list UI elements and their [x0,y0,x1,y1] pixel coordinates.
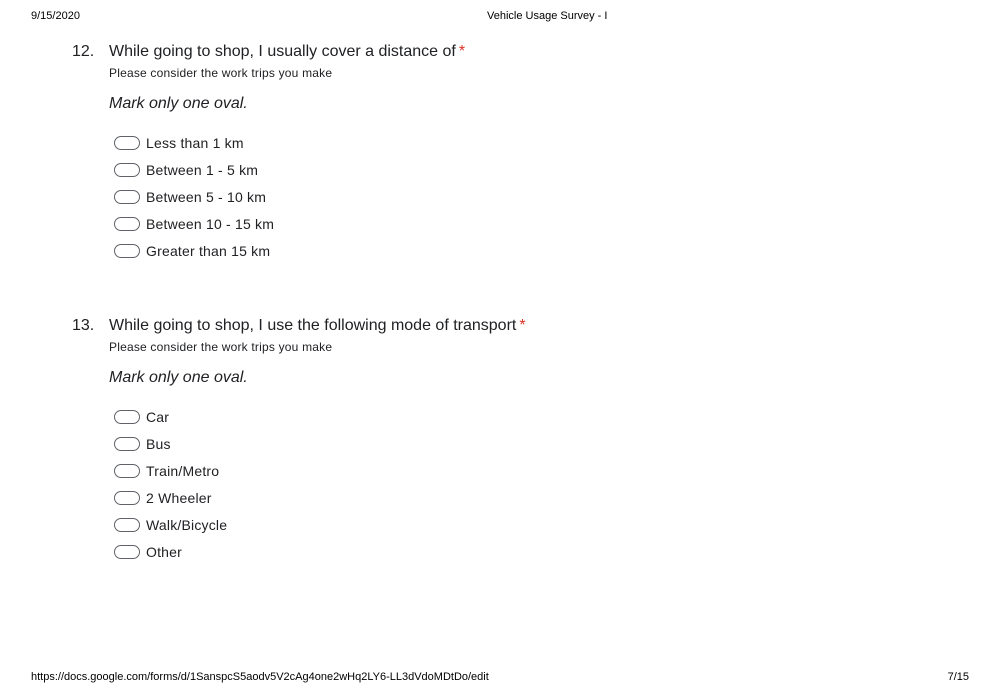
option-label: Greater than 15 km [146,242,271,259]
oval-radio-icon[interactable] [114,518,140,532]
question-title [109,317,526,335]
question-number: 12. [72,43,95,60]
option-less-than-1-km[interactable] [114,129,274,156]
print-header-title: Vehicle Usage Survey - I [487,10,608,22]
option-label: Car [146,408,170,425]
oval-radio-icon[interactable] [114,244,140,258]
oval-radio-icon[interactable] [114,136,140,150]
print-footer-url: https://docs.google.com/forms/d/1SanspcS5aodv5V2cAg4one2wHq2LY6-LL3dVdoMDtDo/edit [31,671,489,683]
question-title-text: While going to shop, I use the following mode of transport [109,317,517,334]
question-number: 13. [72,317,95,334]
option-between-10-15-km[interactable] [114,210,274,237]
option-walk-bicycle[interactable] [114,511,227,538]
oval-radio-icon[interactable] [114,545,140,559]
oval-radio-icon[interactable] [114,217,140,231]
required-asterisk: * [519,317,526,334]
option-greater-than-15-km[interactable] [114,237,274,264]
options-list [114,129,274,264]
option-label: Other [146,543,183,560]
option-label: Train/Metro [146,462,220,479]
option-train-metro[interactable] [114,457,227,484]
option-between-5-10-km[interactable] [114,183,274,210]
option-label: Between 10 - 15 km [146,215,275,232]
required-asterisk: * [458,43,466,60]
option-car[interactable] [114,403,227,430]
question-help-text: Please consider the work trips you make [109,66,333,80]
oval-radio-icon[interactable] [114,163,140,177]
question-help-text: Please consider the work trips you make [109,340,333,354]
option-label: Less than 1 km [146,134,244,151]
oval-radio-icon[interactable] [114,464,140,478]
option-label: Bus [146,435,171,452]
option-label: Between 5 - 10 km [146,188,267,205]
oval-radio-icon[interactable] [114,190,140,204]
option-label: Walk/Bicycle [146,516,228,533]
question-instruction: Mark only one oval. [109,95,248,112]
option-bus[interactable] [114,430,227,457]
question-title [109,43,465,61]
options-list [114,403,227,565]
option-between-1-5-km[interactable] [114,156,274,183]
option-2-wheeler[interactable] [114,484,227,511]
print-footer-page-number: 7/15 [947,671,969,683]
option-other[interactable] [114,538,227,565]
oval-radio-icon[interactable] [114,437,140,451]
print-header-date: 9/15/2020 [31,10,80,22]
oval-radio-icon[interactable] [114,410,140,424]
question-instruction: Mark only one oval. [109,369,248,386]
option-label: 2 Wheeler [146,489,212,506]
option-label: Between 1 - 5 km [146,161,259,178]
oval-radio-icon[interactable] [114,491,140,505]
question-title-text: While going to shop, I usually cover a distance of [109,43,456,60]
